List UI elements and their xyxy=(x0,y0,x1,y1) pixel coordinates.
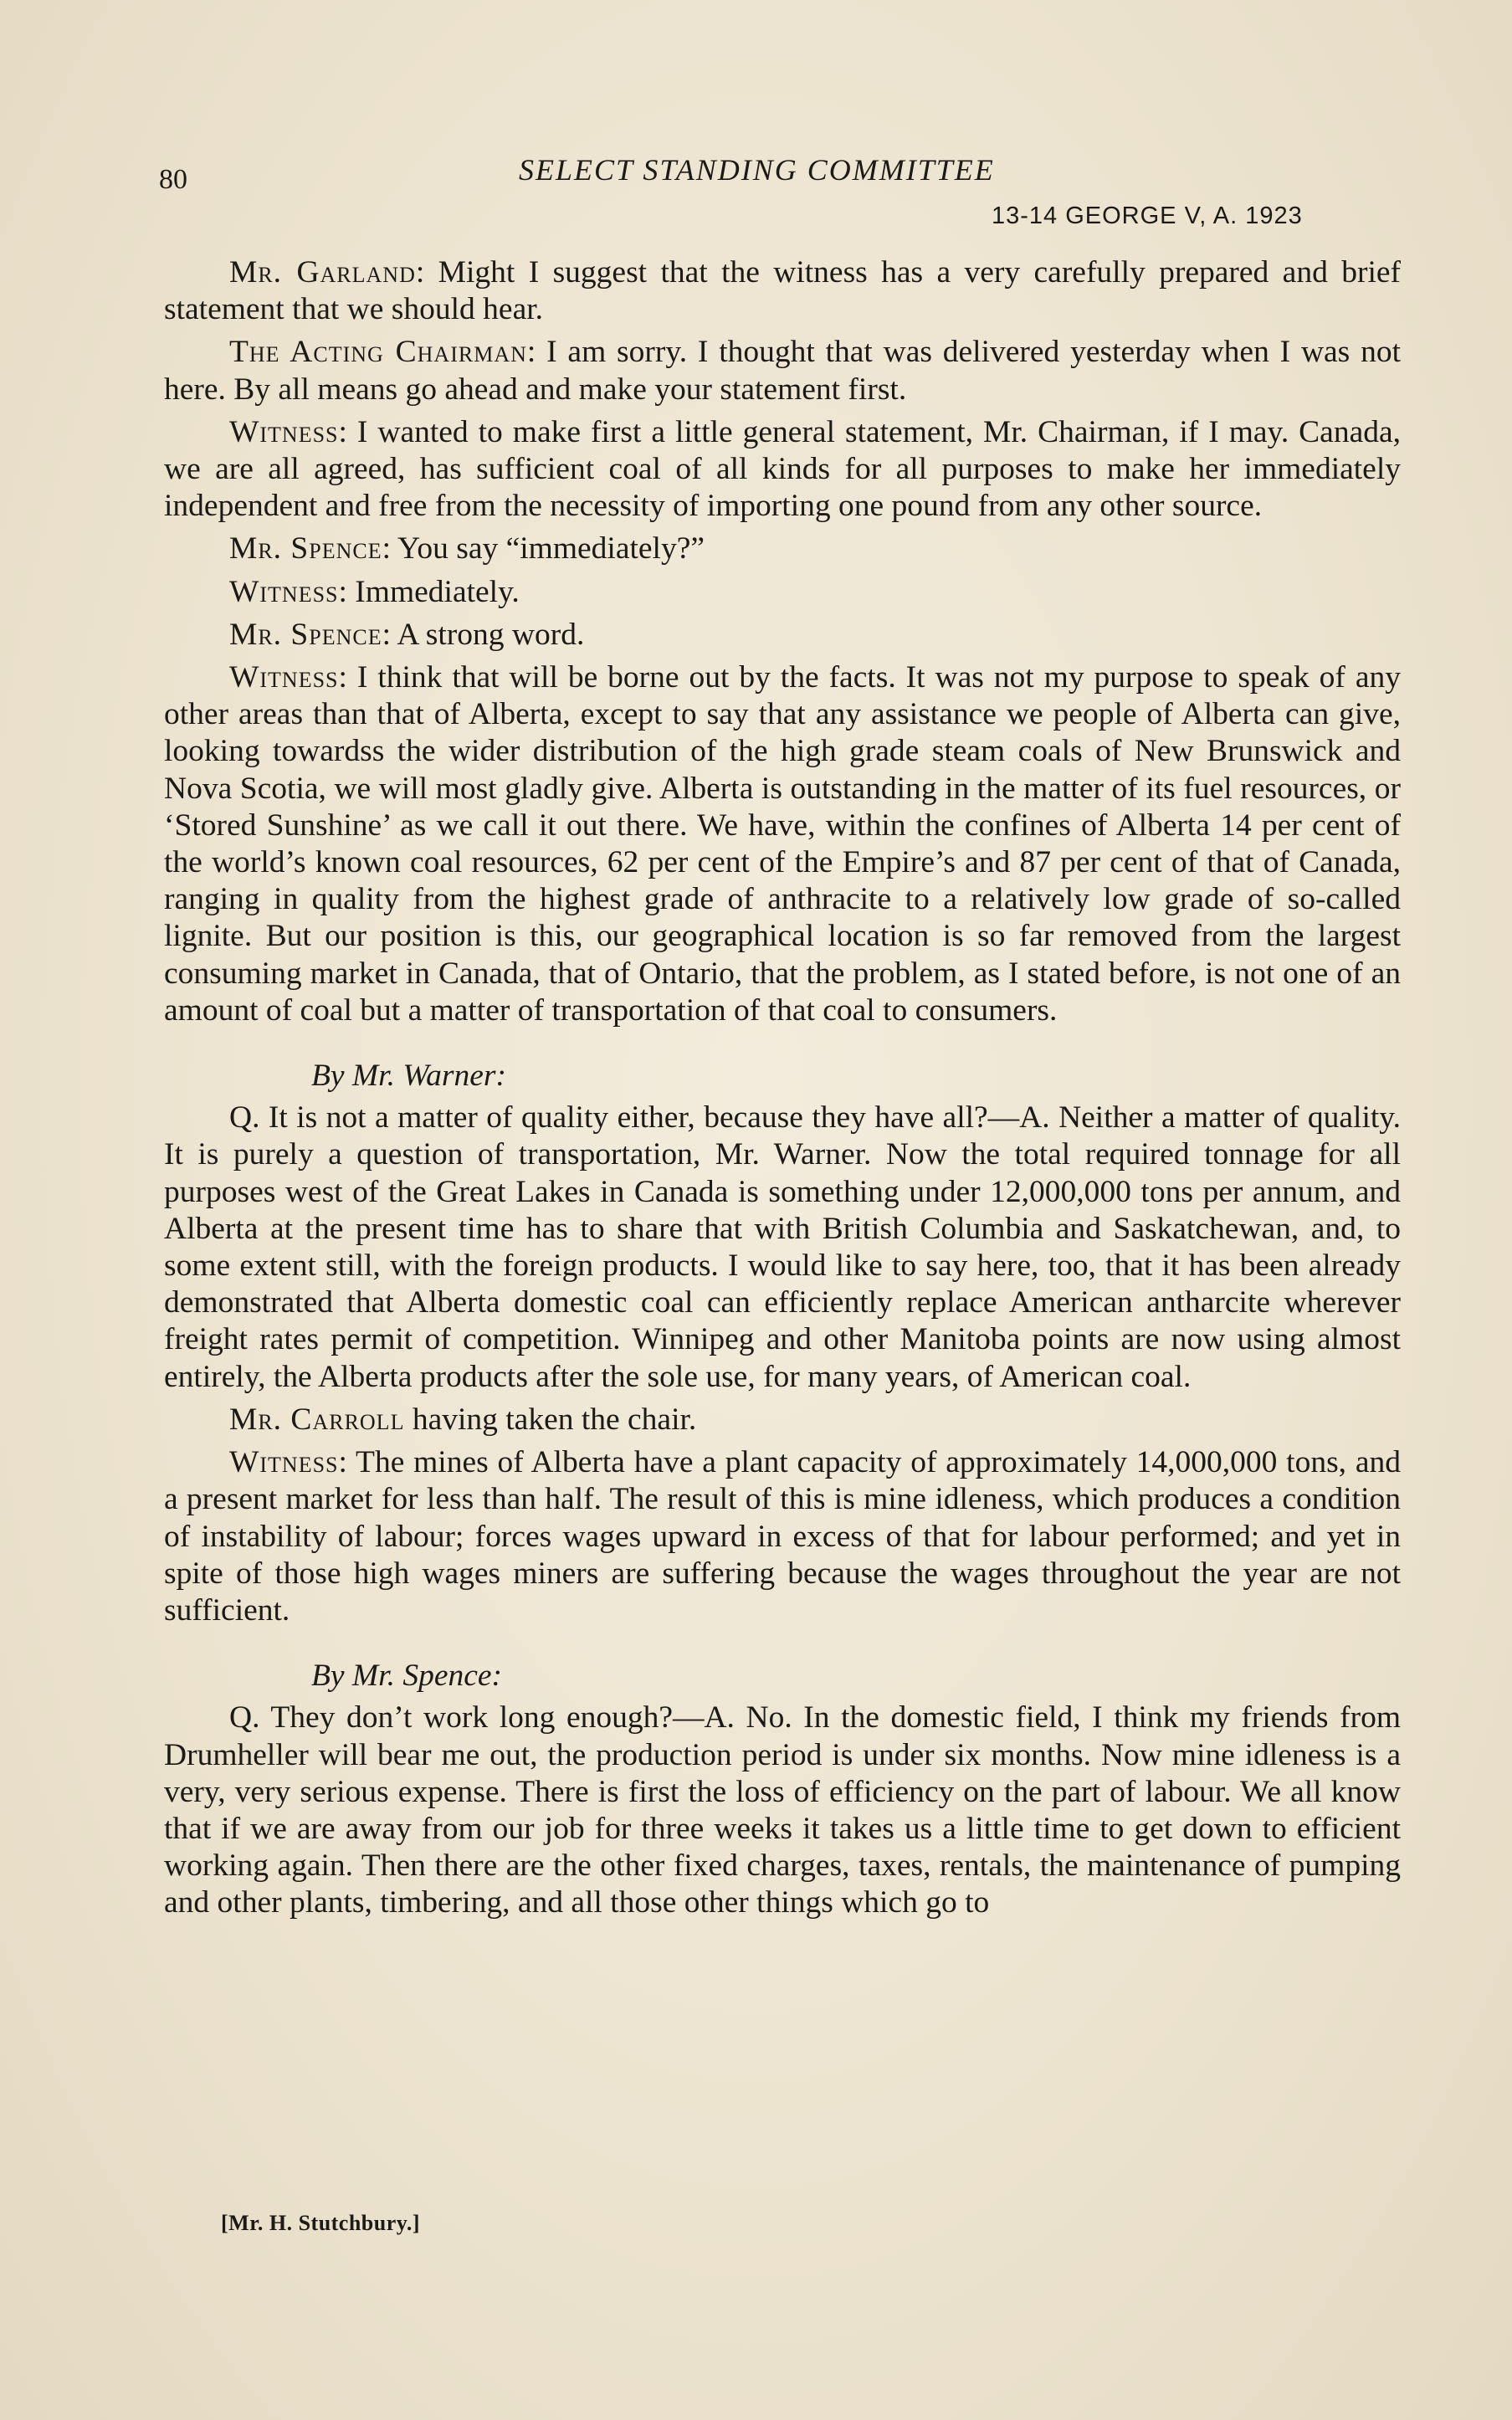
paragraph xyxy=(164,531,1401,567)
speaker-name: Witness xyxy=(229,1445,339,1480)
speaker-name: The Acting Chairman xyxy=(229,335,527,370)
speaker-name: Mr. Carroll xyxy=(229,1402,405,1437)
page-number: 80 xyxy=(159,164,187,195)
speaker-name: Witness xyxy=(229,414,339,449)
examiner-heading: By Mr. Spence: xyxy=(311,1659,503,1694)
paragraph xyxy=(164,414,1401,526)
speaker-name: Witness xyxy=(229,574,339,609)
paragraph-text: : I am sorry. I thought that was delivered yesterday when I was not here. By all means go ahead and make your statement first. xyxy=(164,335,1402,407)
paragraph-text: Q. They don’t work long enough?—A. No. In the domestic field, I think my friends from Drumheller will bear me out, the production period is under six months. Now mine idleness is a very, very serious expense. There is first the loss of efficiency on the part of labour. We all know that if we are away from our job for three weeks it takes us a little time to get down to efficient working again. Then there are the other fixed charges, taxes, rentals, the maintenance of pumping and other plants, timbering, and all those other things which go to xyxy=(164,1700,1401,1920)
paragraph-text: : I wanted to make first a little general statement, Mr. Chairman, if I may. Canada, we are all agreed, has sufficient coal of all kinds for all purposes to make her immediately independent and free from the necessity of importing one pound from any other source. xyxy=(164,414,1401,524)
page-header xyxy=(159,152,1406,194)
paragraph xyxy=(164,1402,1401,1438)
paragraph xyxy=(164,617,1401,654)
speaker-name: Witness xyxy=(229,660,339,695)
paragraph-text: : A strong word. xyxy=(382,617,585,652)
paragraph xyxy=(164,254,1401,328)
session-line: 13-14 GEORGE V, A. 1923 xyxy=(992,203,1303,229)
paragraph xyxy=(164,1444,1401,1629)
paragraph-text: : I think that will be borne out by the facts. It was not my purpose to speak of any other areas than that of Alberta, except to say that any assistance we people of Alberta can give, looking towardss the wider distribution of the high grade steam coals of New Brunswick and Nova Scotia, we will most gladly give. Alberta is outstanding in the matter of its fuel resources, or ‘Stored Sunshine’ as we call it out there. We have, within the confines of Alberta 14 per cent of the world’s known coal resources, 62 per cent of the Empire’s and 87 per cent of that of Canada, ranging in quality from the highest grade of anthracite to a relatively low grade of so-called lignite. But our position is this, our geographical location is so far removed from the largest consuming market in Canada, that of Ontario, that the problem, as I stated before, is not one of an amount of coal but a matter of transportation of that coal to consumers. xyxy=(164,660,1401,1028)
paragraph xyxy=(164,334,1401,408)
paragraph xyxy=(164,1700,1401,1921)
footer-attribution: [Mr. H. Stutchbury.] xyxy=(221,2211,420,2235)
speaker-name: Mr. Spence xyxy=(229,531,382,567)
paragraph xyxy=(164,659,1401,1029)
paragraph-text: Q. It is not a matter of quality either, because they have all?—A. Neither a matter of quality. It is purely a question of transportation, Mr. Warner. Now the total required tonnage for all purposes west of the Great Lakes in Canada is something under 12,000,000 tons per annum, and Alberta at the present time has to share that with British Columbia and Saskatchewan, and, to some extent still, with the foreign products. I would like to say here, too, that it has been already demonstrated that Alberta domestic coal can efficiently replace American antharcite wherever freight rates permit of competition. Winnipeg and other Manitoba points are now using almost entirely, the Alberta products after the sole use, for many years, of American coal. xyxy=(164,1100,1401,1394)
examiner-heading: By Mr. Warner: xyxy=(311,1059,506,1094)
paragraph-text: : Immediately. xyxy=(338,574,520,609)
paragraph-text: having taken the chair. xyxy=(404,1402,697,1437)
speaker-name: Mr. Spence xyxy=(229,617,382,652)
running-title: SELECT STANDING COMMITTEE xyxy=(519,153,995,187)
speaker-name: Mr. Garland xyxy=(229,255,416,290)
paragraph-text: : The mines of Alberta have a plant capacity of approximately 14,000,000 tons, and a present market for less than half. The result of this is mine idleness, which produces a condition of instability of labour; forces wages upward in excess of that for labour performed; and yet in spite of those high wages miners are suffering because the wages throughout the year are not sufficient. xyxy=(164,1445,1401,1628)
paragraph-text: : You say “immediately?” xyxy=(382,531,705,567)
paragraph-text: : Might I suggest that the witness has a very carefully prepared and brief statement that we should hear. xyxy=(164,255,1401,327)
paragraph xyxy=(164,574,1401,611)
body-text xyxy=(164,254,1401,1928)
paragraph xyxy=(164,1100,1401,1396)
